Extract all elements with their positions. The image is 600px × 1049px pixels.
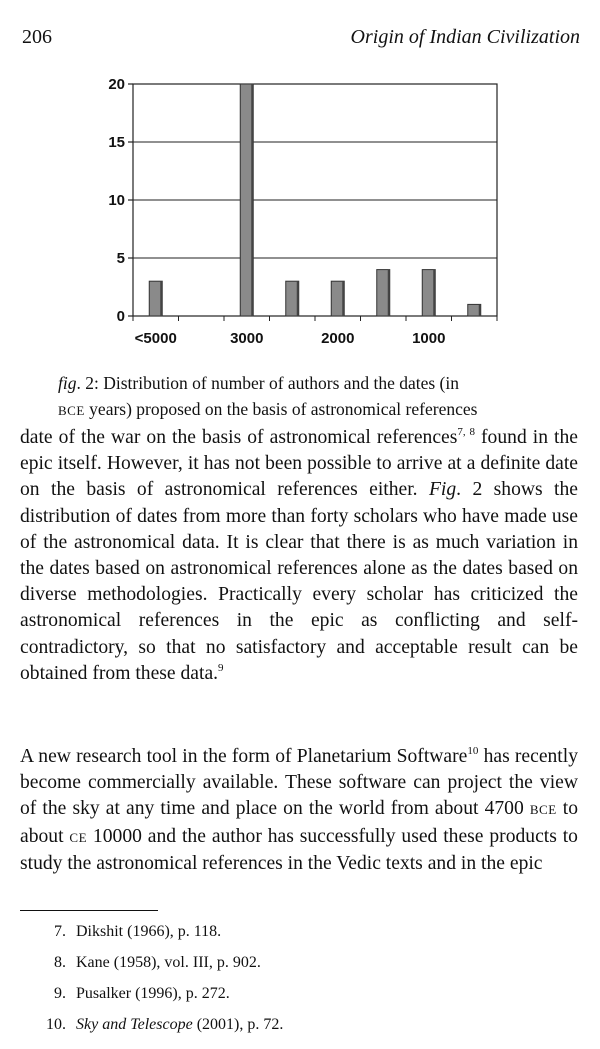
footnote-body: (2001), p. 72. [192,1016,284,1033]
x-tick-label: 2000 [321,330,355,347]
page-number: 206 [22,26,52,48]
footnote-number: 10. [46,1016,66,1033]
caption-text-2: years) proposed on the basis of astronomical references [84,399,478,419]
caption-fig-label: fig [58,373,77,393]
footnote [20,1012,580,1043]
footnote-number: 7. [54,923,66,940]
footnote-text [76,1012,283,1038]
footnotes [20,919,580,1043]
p1-text-1: date of the war on the basis of astronomical references [20,427,458,448]
y-tick-label: 0 [116,308,125,325]
footnote-text [76,981,230,1007]
figure-caption [58,370,558,424]
paragraph-2 [20,744,578,877]
p1-fig-ref: Fig [428,479,457,501]
caption-text-1: . 2: Distribution of number of authors and the dates (in [76,373,459,393]
footnote [20,981,580,1012]
footnote-body: Pusalker (1996), p. 272. [76,985,230,1002]
y-tick-label: 5 [116,250,125,267]
p1-text-2: found in the epic itself. However, it has not been possible to arrive at a definite date on the basis of astronomical references either. [20,427,578,501]
footnote-text [76,919,221,945]
footnote [20,950,580,981]
caption-bce: BCE [58,403,85,418]
footnote-number: 9. [54,985,66,1002]
p2-text-1: A new research tool in the form of Planetarium Software [20,746,468,767]
p2-bce: BCE [529,802,557,818]
x-tick-label: 1000 [412,330,446,347]
x-tick-label: <5000 [134,330,177,347]
y-tick-label: 20 [108,76,125,93]
running-title: Origin of Indian Civilization [350,26,580,48]
y-tick-label: 15 [108,134,125,151]
p1-footnote-ref-9: 9 [218,661,224,674]
x-tick-label: 3000 [230,330,264,347]
p2-ce: CE [69,829,88,845]
p1-text-3: . 2 shows the distribution of dates from more than forty scholars who have made use of the astronomical data. It is clear that there is as much variation in the dates based on astronomical references alone as the dates based on diverse methodologies. Practically every scholar has criticized the astronomical references in the epic as conflicting and self-contradictory, so that no satisfactory and acceptable result can be obtained from these data. [20,479,578,684]
footnote-text [76,950,261,976]
p2-text-3: to about [20,798,579,847]
p2-text-2: has recently become commercially available. These software can project the view of the sky at any time and place on the world from about 4700 [20,746,578,820]
footnote [20,919,580,950]
p1-footnote-ref-7-8: 7, 8 [457,426,475,438]
paragraph-1 [20,425,578,687]
p2-text-4: 10000 and the author has successfully used these products to study the astronomical references in the Vedic texts and in the epic [20,825,578,874]
bar-chart [0,0,600,360]
p2-footnote-ref-10: 10 [467,745,479,757]
y-tick-label: 10 [108,192,125,209]
footnote-body: Kane (1958), vol. III, p. 902. [76,954,261,971]
footnote-rule [20,910,158,911]
footnote-journal-title: Sky and Telescope [76,1016,193,1033]
footnote-number: 8. [54,954,66,971]
footnote-body: Dikshit (1966), p. 118. [76,923,222,940]
